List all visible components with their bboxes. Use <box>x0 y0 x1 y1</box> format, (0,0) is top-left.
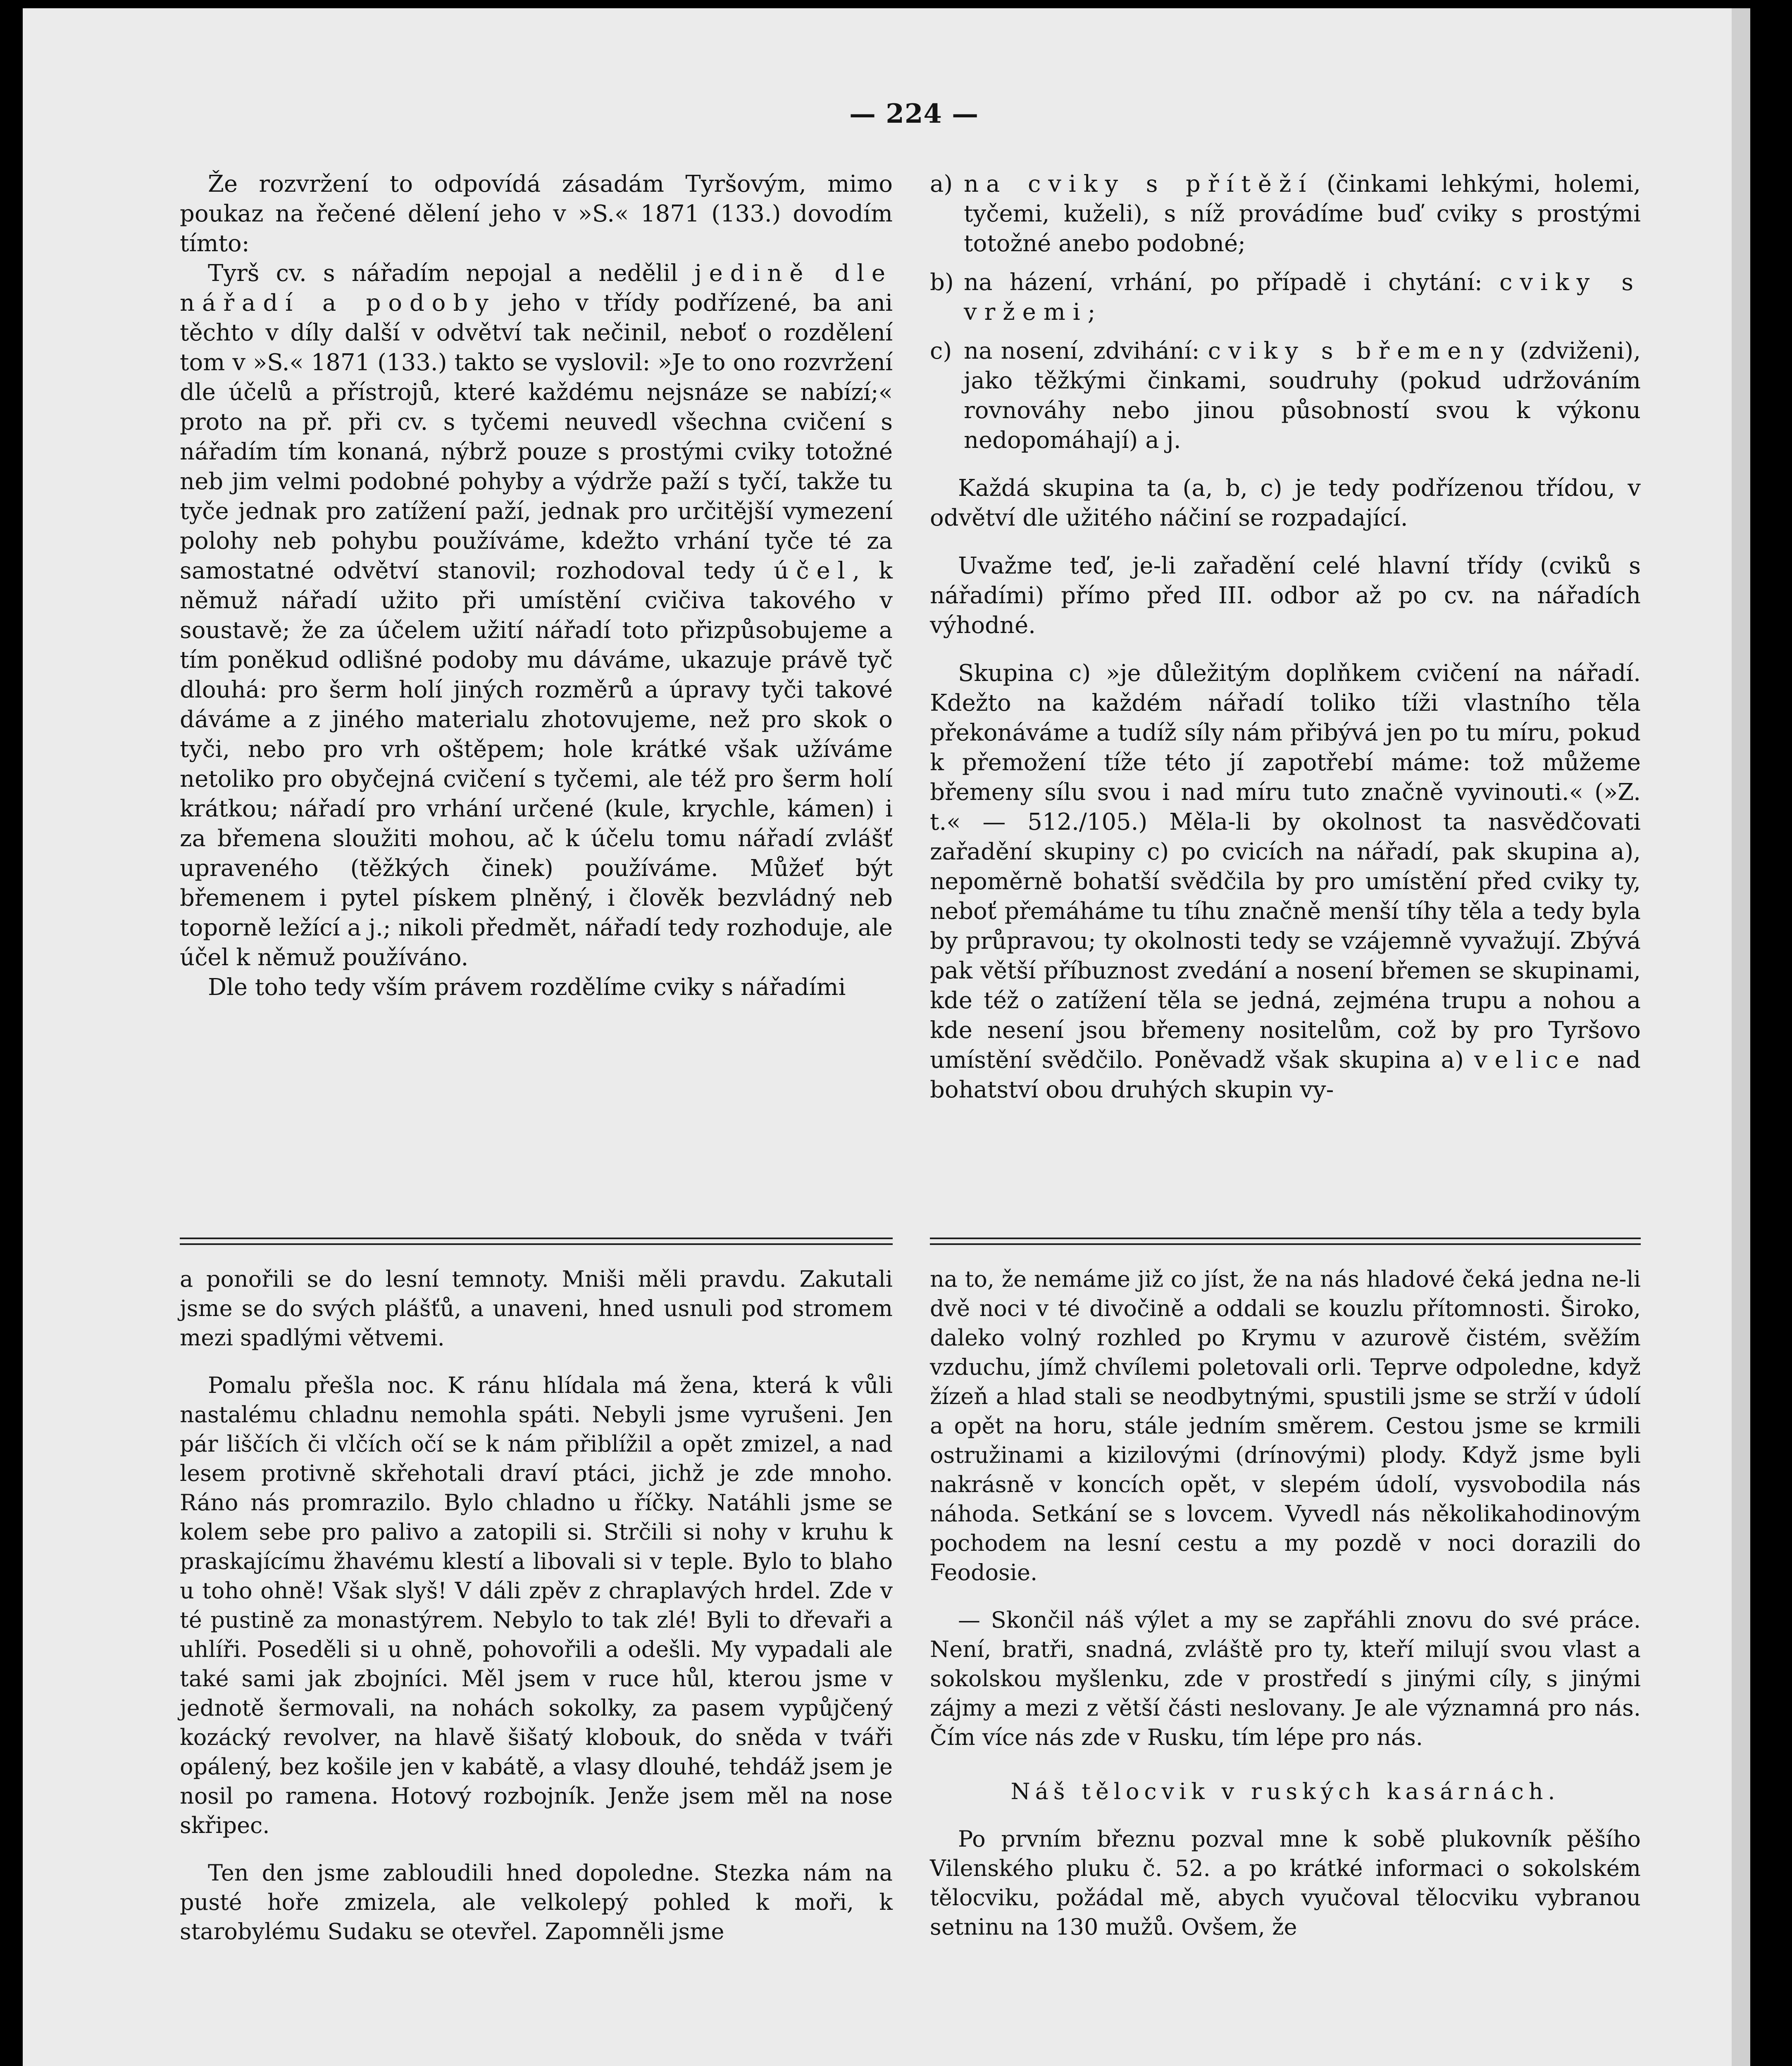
paragraph: a ponořili se do lesní temnoty. Mniši měli pravdu. Zakutali jsme se do svých plášťů, a unaveni, hned usnuli pod stromem mezi spadlými větvemi. <box>180 1266 893 1351</box>
paragraph: Skupina c) »je důležitým doplňkem cvičení na nářadí. Kdežto na každém nářadí toliko tíži vlastního těla překonáváme a tudíž síly nám přibývá jen po tu míru, pokud k přemožení tíže této jí zapotřebí máme: tož můžeme břemeny sílu svou i nad míru tuto značně vyvinouti.« (»Z. t.« — 512./105.) Měla-li by okolnost ta nasvědčovati zařadění skupiny c) po cvicích na nářadí, pak skupina a), nepoměrně bohatší svědčila by pro umístění před cviky ty, neboť přemáháme tu tíhu značně menší tíhy těla a tedy byla by průpravou; ty okolnosti tedy se vzájemně vyvažují. Zbývá pak větší příbuznost zvedání a nosení břemen se skupinami, kde též o zatížení těla se jedná, zejména trupu a nohou a kde nesení jsou břemeny nositelům, což by pro Tyršovo umístění svědčilo. Poněvadž však skupina a) velice nad bohatství obou druhých skupin vy- <box>930 660 1641 1103</box>
item-label: a) <box>930 171 953 198</box>
paragraph: Pomalu přešla noc. K ránu hlídala má žena, která k vůli nastalému chladnu nemohla spáti. Nebyli jsme vyrušeni. Jen pár liščích či vlčích očí se k nám přiblížil a opět zmizel, a nad lesem protivně skřehotali draví ptáci, jichž je zde mnoho. Ráno nás promrazilo. Bylo chladno u říčky. Natáhli jsme se kolem sebe pro palivo a zatopili si. Strčili si nohy v kruhu k praskajícímu žhavému klestí a libovali si v teple. Bylo to blaho u toho ohně! Však slyš! V dáli zpěv z chraplavých hrdel. Zde v té pustině za monastýrem. Nebylo to tak zlé! Byli to dřevaři a uhlíři. Poseděli si u ohně, pohovořili a odešli. My vypadali ale také sami jak zbojníci. Měl jsem v ruce hůl, kterou jsme v jednotě šermovali, na nohách sokolky, za pasem vypůjčený kozácký revolver, na hlavě šišatý klobouk, do snědа v tváři opálený, bez košile jen v kabátě, a vlasy dlouhé, tehdáž jsem je nosil po ramena. Hotový rozbojník. Jenže jsem měl na nose skřipec. <box>180 1372 893 1838</box>
paragraph: — Skončil náš výlet a my se zapřáhli znovu do své práce. Není, bratři, snadná, zvláště pro ty, kteří milují svou vlast a sokolskou myšlenku, zde v prostředí s jinými cíly, s jinými zájmy a mezi z větší části neslovany. Je ale významná pro nás. Čím více nás zde v Rusku, tím lépe pro nás. <box>930 1607 1641 1750</box>
list-item <box>930 268 1641 327</box>
list-item <box>930 169 1641 259</box>
page-number: — 224 — <box>849 98 979 129</box>
section-heading: Náš tělocvik v ruských kasárnách. <box>1010 1778 1560 1804</box>
spaced-text: cviky s vržemi <box>964 269 1641 326</box>
paragraph: na to, že nemáme již co jíst, že na nás hladové čeká jedna ne-li dvě noci v té divočině a oddali se kouzlu přítomnosti. Široko, daleko volný rozhled po Krymu v azurově čistém, svěžím vzduchu, jímž chvílemi poletovali orli. Teprve odpoledne, když žízeň a hlad stali se neodbytnými, spustili jsme se strží v údolí a opět na horu, stále jedním směrem. Cestou jsme se krmili ostružinami a kizilovými (drínovými) plody. Když jsme byli nakrásně v koncích opět, v slepém údolí, vysvobodila nás náhoda. Setkání se s lovcem. Vyvedl nás několikahodinovým pochodem na lesní cestu a my pozdě v noci dorazili do Feodosie. <box>930 1266 1641 1585</box>
text: Že rozvržení to odpovídá zásadám Tyršovým, mimo poukaz na řečené dělení jeho v »S.« 1871 (133.) dovodím tímto: <box>180 171 893 257</box>
double-rule <box>930 1238 1641 1245</box>
paragraph <box>180 259 893 973</box>
bottom-right-column <box>930 1264 1641 1942</box>
text: Tyrš cv. s nářadím nepojal a nedělil <box>208 260 695 287</box>
spaced-text: jedině dle nářadí a podoby <box>180 260 893 317</box>
item-text: na cviky s přítěží (činkami lehkými, holemi, tyčemi, kuželi), s níž provádíme buď cviky s prostými totožné anebo podobné; <box>964 171 1641 257</box>
double-rule <box>180 1238 893 1245</box>
paragraph: Uvažme teď, je-li zařadění celé hlavní třídy (cviků s nářadími) přímo před III. odbor až po cv. na nářadích výhodné. <box>930 552 1641 639</box>
paragraph <box>180 169 893 259</box>
item-text: na házení, vrhání, po případě i chytání: cviky s vržemi; <box>964 269 1641 326</box>
spaced-text: velice <box>1474 1047 1587 1073</box>
faded-stamp <box>312 25 552 62</box>
paragraph <box>180 973 893 1002</box>
item-label: c) <box>930 338 952 364</box>
text: jeho v třídy podřízené, ba ani těchto v díly další v odvětví tak nečinil, neboť o rozdělení tom v »S.« 1871 (133.) takto se vyslovil: »Je to ono rozvržení dle účelů a přístrojů, které každému nejsnáze se nabízí;« proto na př. při cv. s tyčemi neuvedl všechna cvičení s nářadím tím konaná, nýbrž pouze s prostými cviky totožné neb jim velmi podobné pohyby a výdrže paží s tyčí, takže tu tyče jednak pro zatížení paží, jednak pro určitější vymezení polohy neb pohybu používáme, kdežto vrhání tyče té za samostatné odvětví stanovil; rozhodoval tedy <box>180 290 893 584</box>
item-label: b) <box>930 269 954 296</box>
page-edge <box>1732 8 1750 2066</box>
spaced-text: cviky s břemeny <box>1208 338 1511 364</box>
book-page <box>23 8 1750 2066</box>
text: , k němuž nářadí užito při umístění cvičiva takového v soustavě; že za účelem užití nářadí toto přizpůsobujeme a tím poněkud odlišné podoby mu dáváme, ukazuje právě tyč dlouhá: pro šerm holí jiných rozměrů a úpravy tyči takové dáváme a z jiného materialu zhotovujeme, než pro skok o tyči, nebo pro vrh oštěpem; hole krátké však užíváme netoliko pro obyčejná cvičení s tyčemi, ale též pro šerm holí krátkou; nářadí pro vrhání určené (kule, krychle, kámen) i za břemena sloužiti mohou, ač k účelu tomu nářadí zvlášť upraveného (těžkých činek) používáme. Můžeť být břemenem i pytel pískem plněný, i člověk bezvládný neb toporně ležící a j.; nikoli předmět, nářadí tedy rozhoduje, ale účel k němuž používáno. <box>180 557 893 971</box>
item-text: na nosení, zdvihání: cviky s břemeny (zdviženi), jako těžkými činkami, soudruhy (pokud udržováním rovnováhy nebo jinou působností svou k výkonu nedopomáhají) a j. <box>964 338 1641 454</box>
spaced-text: účel <box>774 557 853 584</box>
spaced-text: na cviky s přítěží <box>964 171 1314 198</box>
paragraph: Ten den jsme zabloudili hned dopoledne. Stezka nám na pusté hoře zmizela, ale velkolepý pohled k moři, k starobylému Sudaku se otevřel. Zapomněli jsme <box>180 1860 893 1945</box>
paragraph: Po prvním březnu pozval mne k sobě plukovník pěšího Vilenského pluku č. 52. a po krátké informaci o sokolském tělocviku, požádal mě, abych vyučoval tělocviku vybranou setninu na 130 mužů. Ovšem, že <box>930 1826 1641 1940</box>
top-right-column <box>930 169 1641 1105</box>
paragraph: Každá skupina ta (a, b, c) je tedy podřízenou třídou, v odvětví dle užitého náčiní se rozpadající. <box>930 475 1641 531</box>
text: Dle toho tedy vším právem rozdělíme cviky s nářadími <box>208 974 846 1001</box>
list-item <box>930 336 1641 455</box>
bottom-left-column <box>180 1264 893 1946</box>
top-left-column <box>180 169 893 1002</box>
